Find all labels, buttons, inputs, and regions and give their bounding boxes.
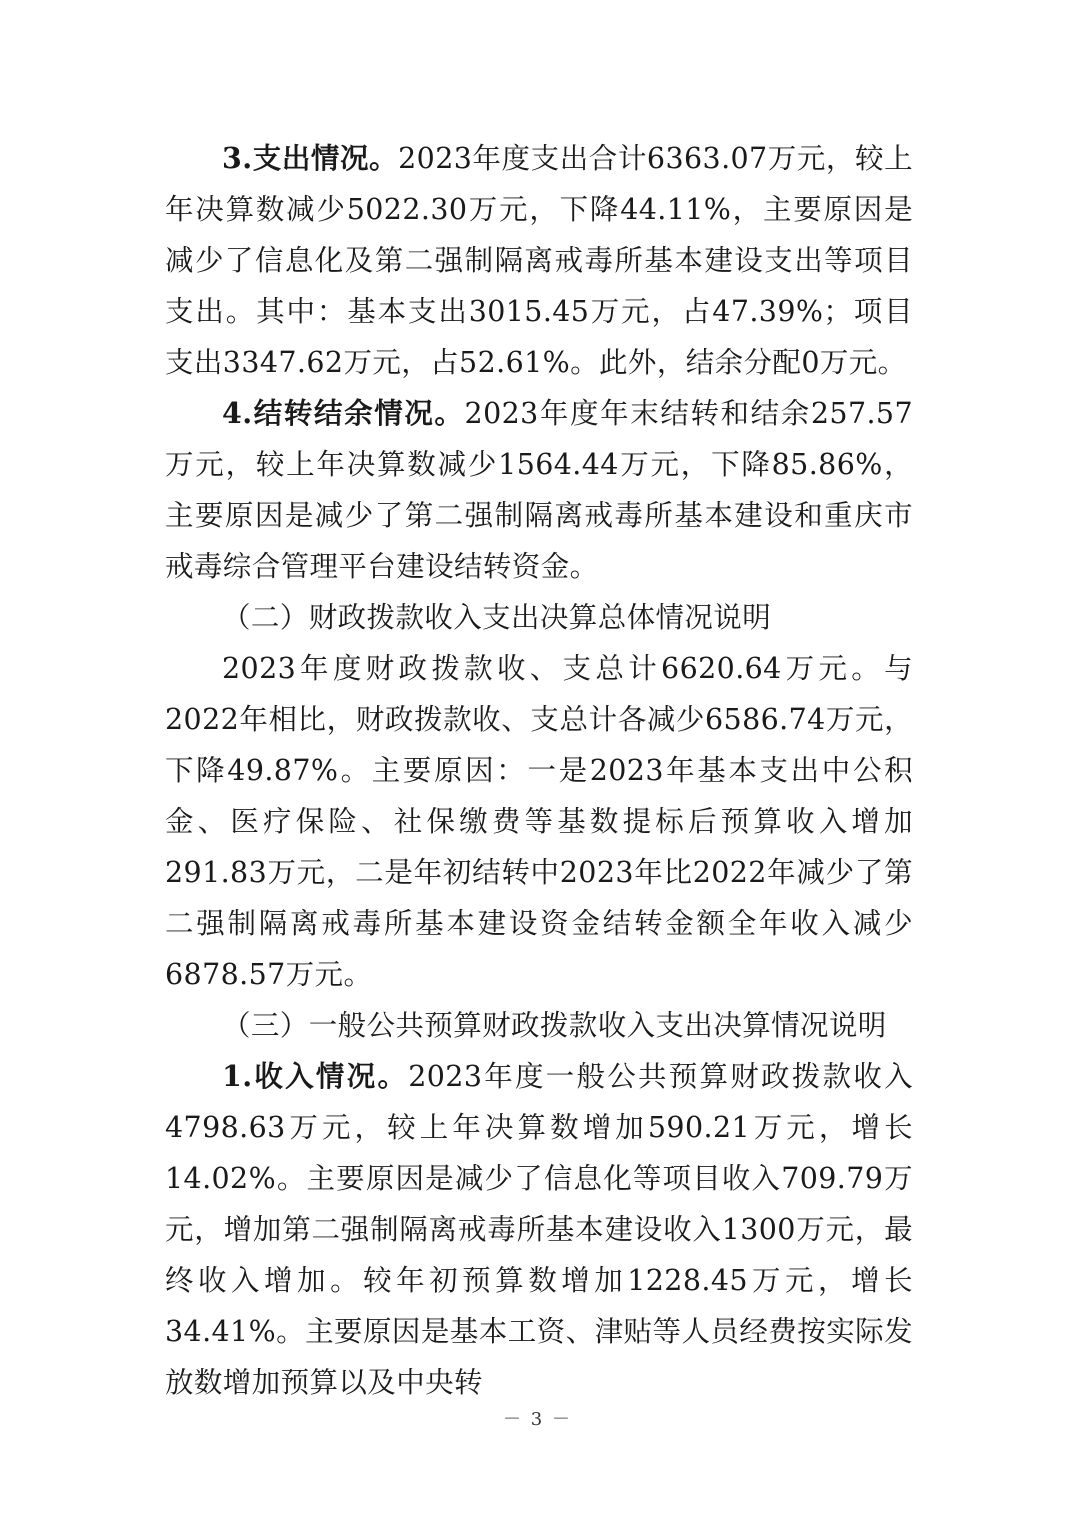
paragraph-text: 2023年度支出合计6363.07万元，较上年决算数减少5022.30万元，下降44.11%，主要原因是减少了信息化及第二强制隔离戒毒所基本建设支出等项目支出。其中：基本支出3015.45万元，占47.39%；项目支出3347.62万元，占52.61%。此外，结余分配0万元。 [165, 142, 913, 379]
paragraph-lead: 4.结转结余情况。 [222, 396, 465, 430]
document-body [165, 133, 913, 1408]
page-number: － 3 － [503, 1409, 572, 1430]
paragraph-expenditure [165, 133, 913, 388]
paragraph-fiscal-overall [165, 643, 913, 1000]
paragraph-text: 2023年度财政拨款收、支总计6620.64万元。与2022年相比，财政拨款收、支总计各减少6586.74万元，下降49.87%。主要原因：一是2023年基本支出中公积金、医疗保险、社保缴费等基数提标后预算收入增加291.83万元，二是年初结转中2023年比2022年减少了第二强制隔离戒毒所基本建设资金结转金额全年收入减少6878.57万元。 [165, 652, 913, 991]
section-heading-general-budget: （三）一般公共预算财政拨款收入支出决算情况说明 [222, 1009, 887, 1042]
paragraph-carryover [165, 388, 913, 592]
paragraph-text: 2023年度一般公共预算财政拨款收入4798.63万元，较上年决算数增加590.21万元，增长14.02%。主要原因是减少了信息化等项目收入709.79万元，增加第二强制隔离戒毒所基本建设收入1300万元，最终收入增加。较年初预算数增加1228.45万元，增长34.41%。主要原因是基本工资、津贴等人员经费按实际发放数增加预算以及中央转 [165, 1060, 913, 1399]
paragraph-text: 2023年度年末结转和结余257.57万元，较上年决算数减少1564.44万元，下降85.86%，主要原因是减少了第二强制隔离戒毒所基本建设和重庆市戒毒综合管理平台建设结转资金。 [165, 397, 914, 583]
section-heading-fiscal-overall: （二）财政拨款收入支出决算总体情况说明 [222, 601, 772, 634]
paragraph-income [165, 1051, 913, 1408]
paragraph-lead: 1.收入情况。 [222, 1059, 409, 1093]
paragraph-lead: 3.支出情况。 [222, 141, 399, 175]
